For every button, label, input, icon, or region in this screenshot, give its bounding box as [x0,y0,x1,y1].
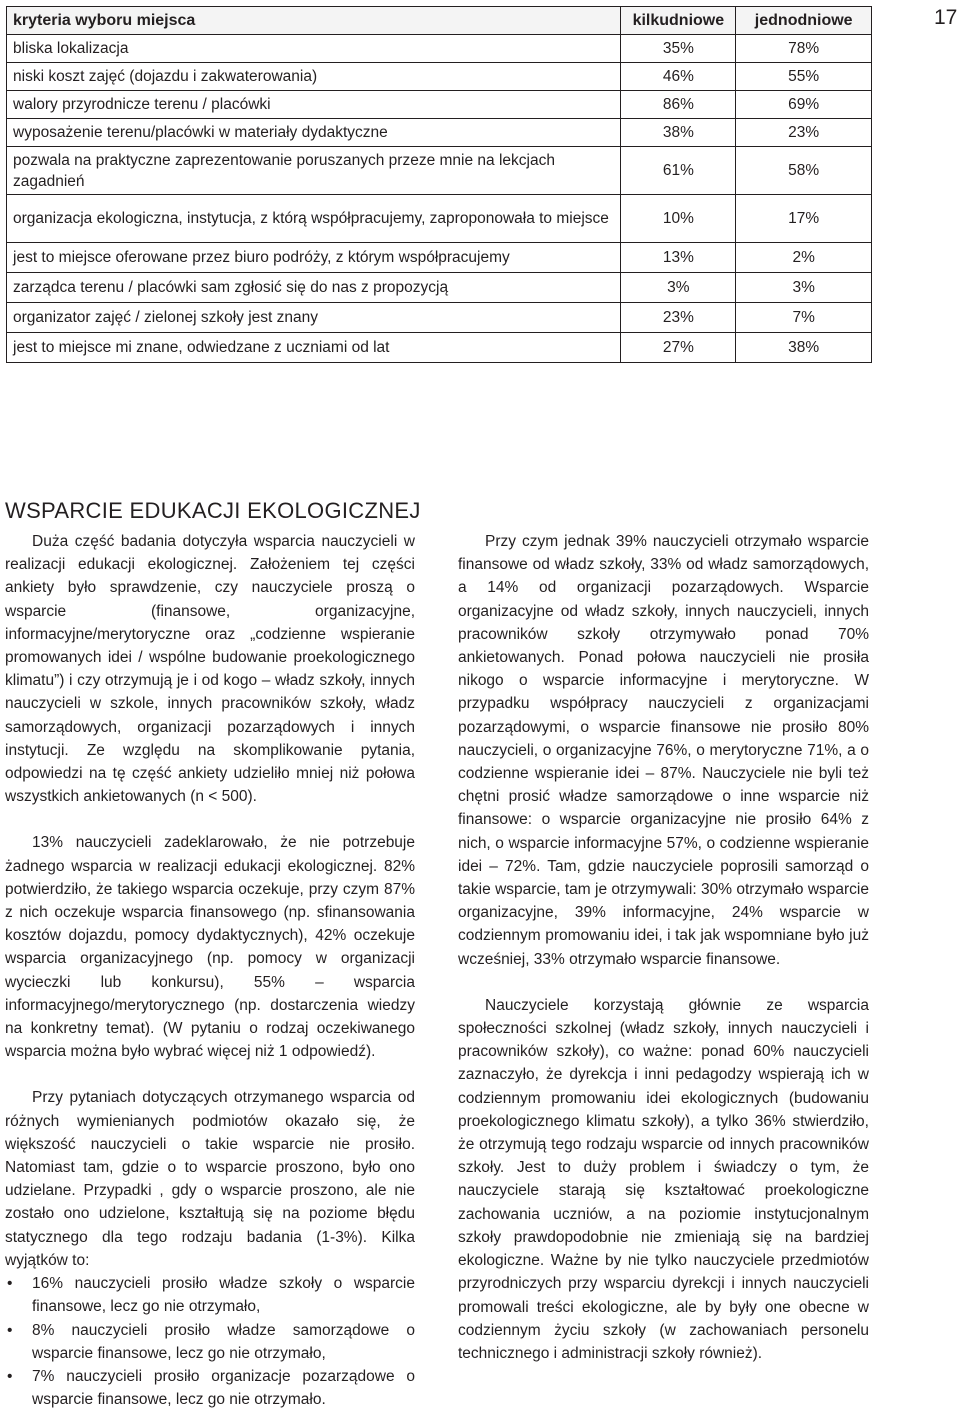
left-text-column [5,530,415,1411]
row-value-multi-day: 35% [621,35,736,63]
list-item: • 16% nauczycieli prosiło władze szkoły o wsparcie finansowe, lecz go nie otrzymało, [5,1272,415,1318]
section-title: WSPARCIE EDUKACJI EKOLOGICZNEJ [5,498,421,524]
row-value-multi-day: 13% [621,243,736,273]
row-value-multi-day: 27% [621,333,736,363]
table-row [7,147,872,195]
table-row [7,195,872,243]
row-value-multi-day: 23% [621,303,736,333]
table-row [7,119,872,147]
row-value-multi-day: 10% [621,195,736,243]
row-label: organizacja ekologiczna, instytucja, z którą współpracujemy, zaproponowała to miejsce [7,195,621,243]
header-criteria: kryteria wyboru miejsca [7,7,621,35]
table-row [7,303,872,333]
row-label: bliska lokalizacja [7,35,621,63]
right-text-column [458,530,869,1365]
row-label: walory przyrodnicze terenu / placówki [7,91,621,119]
paragraph: Przy czym jednak 39% nauczycieli otrzymało wsparcie finansowe od władz szkoły, 33% od władz samorządowych, a 14% od organizacji pozarządowych. Wsparcie organizacyjne od władz szkoły, innych nauczycieli, innych pracowników szkoły otrzymywało ponad 70% ankietowanych. Ponad połowa nauczycieli nie prosiła nikogo o wsparcie informacyjne i merytoryczne. W przypadku współpracy nauczycieli z organizacjami pozarządowymi, o wsparcie finansowe nie prosiło 80% nauczycieli, o organizacyjne 76%, o merytoryczne 71%, a o codzienne wspieranie idei – 87%. Nauczyciele nie byli też chętni prosić władze samorządowe o inne wsparcie niż finansowe: o wsparcie organizacyjne nie prosiło 64% z nich, o wsparcie informacyjne 57%, o codzienne wspieranie idei – 72%. Tam, gdzie nauczyciele poprosili samorząd o takie wsparcie, tam je otrzymywali: 30% otrzymało wsparcie organizacyjne, 39% informacyjne, 24% wsparcie w codziennym promowaniu idei, i tak jak wspomniane było już wcześniej, 33% otrzymało wsparcie finansowe. [458,533,869,968]
table-row [7,35,872,63]
paragraph: Przy pytaniach dotyczących otrzymanego wsparcia od różnych wymienianych podmiotów okazało się, że większość nauczycieli o takie wsparcie nie prosiło. Natomiast tam, gdzie o to wsparcie proszono, było ono udzielane. Przypadki , gdy o wsparcie proszono, ale nie zostało ono udzielone, kształtują się na poziome błędu statycznego dla tego rodzaju badania (1-3%). Kilka wyjątków to: [5,1089,415,1269]
row-label: niski koszt zajęć (dojazdu i zakwaterowania) [7,63,621,91]
row-value-multi-day: 86% [621,91,736,119]
row-value-single-day: 23% [736,119,872,147]
paragraph: 13% nauczycieli zadeklarowało, że nie potrzebuje żadnego wsparcia w realizacji edukacji ekologicznej. 82% potwierdziło, że takiego wsparcia oczekuje, przy czym 87% z nich oczekuje wsparcia finansowego (np. sfinansowania kosztów dojazdu, pomocy dydaktycznych), 42% oczekuje wsparcia organizacyjnego (np. pomocy w organizacji wycieczki lub konkursu), 55% – wsparcia informacyjnego/merytorycznego (np. dostarczenia wiedzy na konkretny temat). (W pytaniu o rodzaj oczekiwanego wsparcia można było wybrać więcej niż 1 odpowiedź). [5,834,415,1061]
row-label: organizator zajęć / zielonej szkoły jest znany [7,303,621,333]
paragraph: Nauczyciele korzystają głównie ze wsparcia społeczności szkolnej (władz szkoły, innych nauczycieli i pracowników szkoły), co ważne: ponad 60% nauczycieli zaznaczyło, że dyrekcja i inni pedagodzy wspierają ich w codziennym promowaniu idei ekologicznych (budowaniu proekologicznego klimatu szkoły), a tylko 36% stwierdziło, że otrzymują tego rodzaju wsparcie od innych pracowników szkoły. Jest to duży problem i świadczy o tym, że nauczyciele starają się kształtować proekologiczne zachowania uczniów, a na poziomie instytucjonalnym szkoły prawdopodobnie nie zmieniają się na bardziej ekologiczne. Ważne by nie tylko nauczyciele przedmiotów przyrodniczych przy wsparciu dyrekcji i innych nauczycieli promowali treści ekologiczne, ale by były one obecne w codziennym życiu szkoły (w zachowaniach personelu technicznego i administracji szkoły również). [458,996,869,1362]
row-value-single-day: 3% [736,273,872,303]
row-label: jest to miejsce oferowane przez biuro podróży, z którym współpracujemy [7,243,621,273]
row-label: wyposażenie terenu/placówki w materiały dydaktyczne [7,119,621,147]
row-value-single-day: 55% [736,63,872,91]
exceptions-list [5,1272,415,1411]
table-row [7,273,872,303]
row-value-multi-day: 38% [621,119,736,147]
row-value-single-day: 38% [736,333,872,363]
row-value-single-day: 7% [736,303,872,333]
list-item: • 7% nauczycieli prosiło organizacje pozarządowe o wsparcie finansowe, lecz go nie otrzymało. [5,1365,415,1411]
row-value-single-day: 2% [736,243,872,273]
row-label: zarządca terenu / placówki sam zgłosić się do nas z propozycją [7,273,621,303]
table-row [7,91,872,119]
row-value-single-day: 58% [736,147,872,195]
row-label: pozwala na praktyczne zaprezentowanie poruszanych przeze mnie na lekcjach zagadnień [7,147,621,195]
table-row [7,63,872,91]
row-value-single-day: 69% [736,91,872,119]
row-value-single-day: 78% [736,35,872,63]
row-value-multi-day: 3% [621,273,736,303]
row-value-multi-day: 61% [621,147,736,195]
paragraph: Duża część badania dotyczyła wsparcia nauczycieli w realizacji edukacji ekologicznej. Założeniem tej części ankiety było sprawdzenie, czy nauczyciele proszą o wsparcie (finansowe, organizacyjne, informacyjne/merytoryczne oraz „codzienne wspieranie promowanych idei / wspólne budowanie proekologicznego klimatu”) i czy otrzymują je i od kogo – władz szkoły, innych nauczycieli w szkole, innych pracowników szkoły, władz samorządowych, organizacji pozarządowych i innych instytucji. Ze względu na skomplikowanie pytania, odpowiedzi na tę część ankiety udzieliło mniej niż połowa wszystkich ankietowanych (n < 500). [5,533,415,806]
table-row [7,243,872,273]
page-number: 17 [934,6,958,29]
header-single-day: jednodniowe [736,7,872,35]
table-row [7,333,872,363]
list-item: • 8% nauczycieli prosiło władze samorządowe o wsparcie finansowe, lecz go nie otrzymało, [5,1319,415,1365]
criteria-table [6,6,872,363]
row-value-single-day: 17% [736,195,872,243]
table-header-row [7,7,872,35]
row-label: jest to miejsce mi znane, odwiedzane z uczniami od lat [7,333,621,363]
row-value-multi-day: 46% [621,63,736,91]
header-multi-day: kilkudniowe [621,7,736,35]
